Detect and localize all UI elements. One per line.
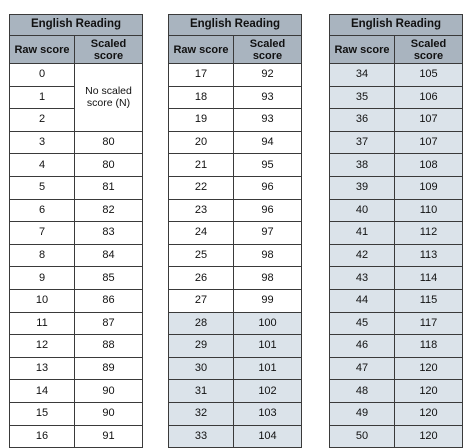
scaled-score-cell: 97 [234, 222, 302, 245]
raw-score-cell: 40 [330, 199, 395, 222]
raw-score-cell: 12 [10, 335, 75, 358]
raw-score-cell: 28 [169, 312, 234, 335]
table-row [169, 244, 302, 267]
table-row [330, 86, 463, 109]
scaled-score-cell: 110 [395, 199, 463, 222]
scaled-score-cell: 108 [395, 154, 463, 177]
table-row [10, 357, 143, 380]
table-row [10, 199, 143, 222]
table-row [10, 64, 143, 87]
table-row [330, 199, 463, 222]
table-row [169, 154, 302, 177]
raw-score-cell: 22 [169, 176, 234, 199]
raw-score-cell: 45 [330, 312, 395, 335]
scaled-score-cell: 94 [234, 131, 302, 154]
table-row [330, 289, 463, 312]
scaled-score-cell: 96 [234, 199, 302, 222]
raw-score-cell: 9 [10, 267, 75, 290]
scaled-score-cell: 93 [234, 109, 302, 132]
raw-score-cell: 2 [10, 109, 75, 132]
scaled-score-cell: 98 [234, 244, 302, 267]
raw-score-header: Raw score [169, 36, 234, 64]
raw-score-cell: 15 [10, 402, 75, 425]
table-row [330, 154, 463, 177]
table-row [330, 222, 463, 245]
table-row [169, 64, 302, 87]
raw-score-cell: 13 [10, 357, 75, 380]
scaled-score-cell: 84 [75, 244, 143, 267]
raw-score-cell: 1 [10, 86, 75, 109]
raw-score-header: Raw score [330, 36, 395, 64]
table-row [10, 176, 143, 199]
raw-score-cell: 41 [330, 222, 395, 245]
table-row [10, 222, 143, 245]
table-row [10, 267, 143, 290]
scaled-score-cell: 90 [75, 402, 143, 425]
table-row [10, 380, 143, 403]
table-row [10, 425, 143, 448]
scaled-score-cell: 87 [75, 312, 143, 335]
table-row [169, 199, 302, 222]
scaled-score-cell: 93 [234, 86, 302, 109]
scaled-score-cell: 103 [234, 402, 302, 425]
raw-score-cell: 32 [169, 402, 234, 425]
scaled-score-cell: 104 [234, 425, 302, 448]
scaled-score-cell: 120 [395, 402, 463, 425]
table-row [330, 109, 463, 132]
table-row [169, 267, 302, 290]
table-row [169, 222, 302, 245]
table-row [169, 357, 302, 380]
scaled-score-header: Scaled score [234, 36, 302, 64]
raw-score-cell: 25 [169, 244, 234, 267]
table-row [10, 289, 143, 312]
raw-score-cell: 24 [169, 222, 234, 245]
raw-score-cell: 3 [10, 131, 75, 154]
scaled-score-cell: 85 [75, 267, 143, 290]
scaled-score-cell: 120 [395, 380, 463, 403]
scaled-score-cell: 113 [395, 244, 463, 267]
raw-score-cell: 27 [169, 289, 234, 312]
scaled-score-cell: 105 [395, 64, 463, 87]
table-row [330, 425, 463, 448]
raw-score-cell: 11 [10, 312, 75, 335]
raw-score-cell: 23 [169, 199, 234, 222]
raw-score-cell: 0 [10, 64, 75, 87]
scaled-score-cell: 107 [395, 109, 463, 132]
raw-score-cell: 17 [169, 64, 234, 87]
raw-score-cell: 44 [330, 289, 395, 312]
scaled-score-cell: 107 [395, 131, 463, 154]
raw-score-cell: 37 [330, 131, 395, 154]
scaled-score-cell: 115 [395, 289, 463, 312]
table-row [169, 312, 302, 335]
table-title: English Reading [330, 15, 463, 36]
table-row [330, 131, 463, 154]
table-row [330, 267, 463, 290]
raw-score-cell: 30 [169, 357, 234, 380]
raw-score-cell: 4 [10, 154, 75, 177]
raw-score-cell: 29 [169, 335, 234, 358]
scaled-score-header: Scaled score [395, 36, 463, 64]
raw-score-cell: 50 [330, 425, 395, 448]
scaled-score-cell: 112 [395, 222, 463, 245]
scaled-score-cell: 80 [75, 131, 143, 154]
scaled-score-cell: 82 [75, 199, 143, 222]
raw-score-cell: 46 [330, 335, 395, 358]
raw-score-cell: 47 [330, 357, 395, 380]
raw-score-cell: 18 [169, 86, 234, 109]
score-table-2 [168, 14, 302, 448]
raw-score-cell: 48 [330, 380, 395, 403]
raw-score-cell: 39 [330, 176, 395, 199]
scaled-score-cell: 90 [75, 380, 143, 403]
raw-score-cell: 19 [169, 109, 234, 132]
scaled-score-header: Scaled score [75, 36, 143, 64]
table-row [169, 380, 302, 403]
table-title: English Reading [10, 15, 143, 36]
scaled-score-cell: 102 [234, 380, 302, 403]
raw-score-cell: 6 [10, 199, 75, 222]
table-row [330, 312, 463, 335]
raw-score-cell: 34 [330, 64, 395, 87]
scaled-score-cell: 100 [234, 312, 302, 335]
table-row [330, 244, 463, 267]
scaled-score-cell: 86 [75, 289, 143, 312]
raw-score-cell: 33 [169, 425, 234, 448]
table-row [10, 244, 143, 267]
table-row [169, 335, 302, 358]
raw-score-cell: 10 [10, 289, 75, 312]
table-row [169, 131, 302, 154]
raw-score-cell: 8 [10, 244, 75, 267]
raw-score-cell: 31 [169, 380, 234, 403]
raw-score-cell: 26 [169, 267, 234, 290]
raw-score-cell: 36 [330, 109, 395, 132]
raw-score-cell: 42 [330, 244, 395, 267]
scaled-score-cell: 99 [234, 289, 302, 312]
scaled-score-cell: 96 [234, 176, 302, 199]
raw-score-cell: 43 [330, 267, 395, 290]
table-row [10, 154, 143, 177]
scaled-score-cell: 98 [234, 267, 302, 290]
score-table-1 [9, 14, 143, 448]
raw-score-cell: 14 [10, 380, 75, 403]
no-scaled-score-cell: No scaled score (N) [75, 64, 143, 132]
table-row [330, 357, 463, 380]
raw-score-cell: 20 [169, 131, 234, 154]
scaled-score-cell: 109 [395, 176, 463, 199]
table-row [330, 380, 463, 403]
table-row [169, 289, 302, 312]
raw-score-cell: 38 [330, 154, 395, 177]
table-row [10, 335, 143, 358]
raw-score-cell: 5 [10, 176, 75, 199]
scaled-score-cell: 89 [75, 357, 143, 380]
table-row [330, 335, 463, 358]
table-row [330, 176, 463, 199]
scaled-score-cell: 95 [234, 154, 302, 177]
table-title: English Reading [169, 15, 302, 36]
table-row [10, 312, 143, 335]
scaled-score-cell: 81 [75, 176, 143, 199]
scaled-score-cell: 117 [395, 312, 463, 335]
scaled-score-cell: 120 [395, 357, 463, 380]
raw-score-cell: 35 [330, 86, 395, 109]
raw-score-cell: 16 [10, 425, 75, 448]
scaled-score-cell: 120 [395, 425, 463, 448]
table-row [169, 176, 302, 199]
scaled-score-cell: 118 [395, 335, 463, 358]
raw-score-cell: 21 [169, 154, 234, 177]
table-row [169, 109, 302, 132]
table-row [330, 64, 463, 87]
scaled-score-cell: 88 [75, 335, 143, 358]
table-row [169, 425, 302, 448]
scaled-score-cell: 92 [234, 64, 302, 87]
score-table-3 [329, 14, 463, 448]
raw-score-cell: 49 [330, 402, 395, 425]
scaled-score-cell: 106 [395, 86, 463, 109]
scaled-score-cell: 91 [75, 425, 143, 448]
raw-score-header: Raw score [10, 36, 75, 64]
scaled-score-cell: 114 [395, 267, 463, 290]
table-row [10, 131, 143, 154]
scaled-score-cell: 101 [234, 357, 302, 380]
raw-score-cell: 7 [10, 222, 75, 245]
scaled-score-cell: 101 [234, 335, 302, 358]
table-row [169, 86, 302, 109]
scaled-score-cell: 80 [75, 154, 143, 177]
scaled-score-cell: 83 [75, 222, 143, 245]
